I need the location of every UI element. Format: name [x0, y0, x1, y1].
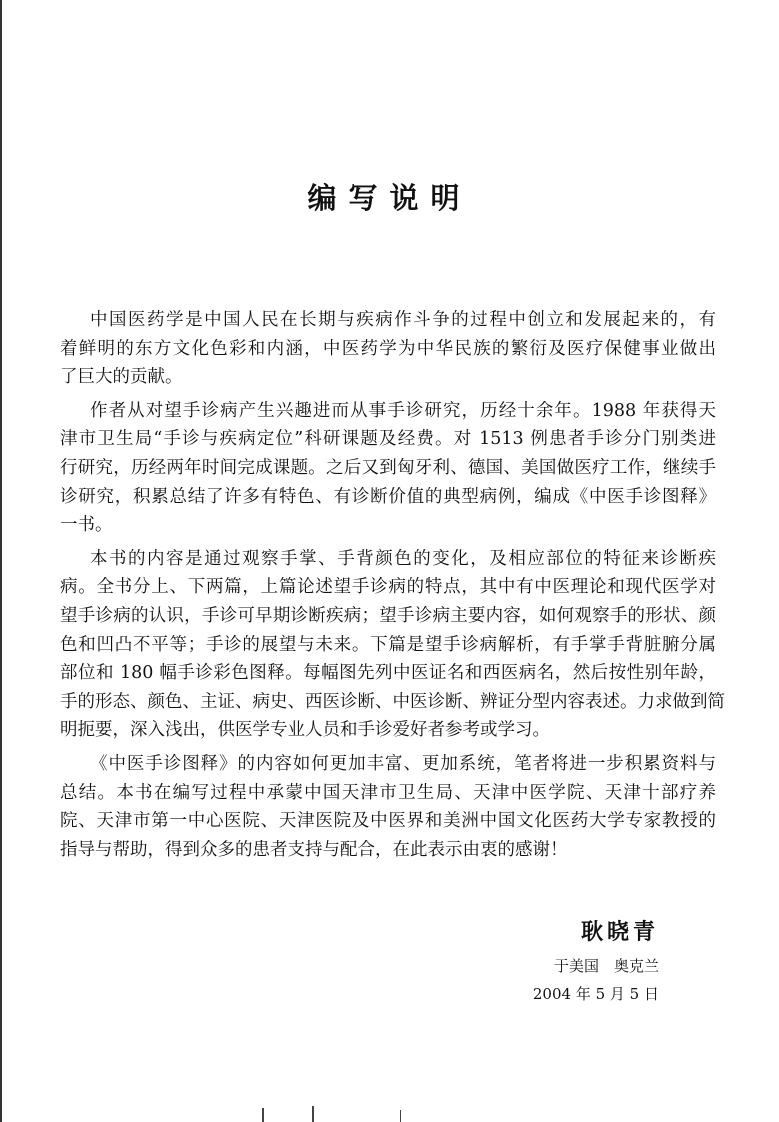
- signature-block: [533, 915, 659, 1008]
- text-line: 了巨大的贡献。: [60, 367, 183, 388]
- text-line: 明扼要，深入浅出，供医学专业人员和手诊爱好者参考或学习。: [60, 720, 550, 741]
- text-line: 本书的内容是通过观察手掌、手背颜色的变化，及相应部位的特征来诊断疾: [90, 548, 716, 569]
- scan-mark: [400, 1110, 401, 1122]
- scan-mark: [262, 1108, 264, 1122]
- page-title: 编写说明: [307, 181, 472, 215]
- paragraph: [60, 750, 716, 864]
- paragraph: [60, 545, 725, 745]
- paragraph: [60, 397, 716, 540]
- text-line: 津市卫生局“手诊与疾病定位”科研课题及经费。对 1513 例患者手诊分门别类进: [60, 429, 716, 450]
- text-line: 病。全书分上、下两篇，上篇论述望手诊病的特点，其中有中医理论和现代医学对: [60, 577, 716, 598]
- text-line: 院、天津市第一中心医院、天津医院及中医界和美洲中国文化医药大学专家教授的: [60, 811, 716, 832]
- page-edge: [0, 0, 2, 1122]
- text-line: 《中医手诊图释》的内容如何更加丰富、更加系统，笔者将进一步积累资料与: [90, 753, 716, 774]
- signature-date: 2004 年 5 月 5 日: [532, 985, 659, 1003]
- text-line: 诊研究，积累总结了许多有特色、有诊断价值的典型病例，编成《中医手诊图释》: [60, 486, 716, 507]
- author-name: 耿晓青: [580, 919, 659, 945]
- text-line: 行研究，历经两年时间完成课题。之后又到匈牙利、德国、美国做医疗工作，继续手: [60, 457, 716, 478]
- text-line: 色和凹凸不平等；手诊的展望与未来。下篇是望手诊病解析，有手掌手背脏腑分属: [60, 634, 716, 655]
- scan-mark: [312, 1106, 314, 1122]
- author-place: 于美国 奥克兰: [553, 957, 659, 975]
- paragraph: [60, 306, 716, 392]
- text-line: 指导与帮助，得到众多的患者支持与配合，在此表示由衷的感谢！: [60, 839, 568, 860]
- text-line: 望手诊病的认识，手诊可早期诊断疾病；望手诊病主要内容，如何观察手的形状、颜: [60, 605, 716, 626]
- text-line: 总结。本书在编写过程中承蒙中国天津市卫生局、天津中医学院、天津十部疗养: [60, 782, 716, 803]
- text-line: 部位和 180 幅手诊彩色图释。每幅图先列中医证名和西医病名，然后按性别年龄，: [60, 663, 716, 684]
- text-line: 一书。: [60, 515, 113, 536]
- text-line: 中国医药学是中国人民在长期与疾病作斗争的过程中创立和发展起来的，有: [90, 310, 716, 330]
- text-line: 着鲜明的东方文化色彩和内涵，中医药学为中华民族的繁衍及医疗保健事业做出: [60, 338, 716, 359]
- text-line: 手的形态、颜色、主证、病史、西医诊断、中医诊断、辨证分型内容表述。力求做到简: [60, 691, 725, 712]
- body-text: [60, 306, 725, 869]
- text-line: 作者从对望手诊病产生兴趣进而从事手诊研究，历经十余年。1988 年获得天: [90, 400, 716, 421]
